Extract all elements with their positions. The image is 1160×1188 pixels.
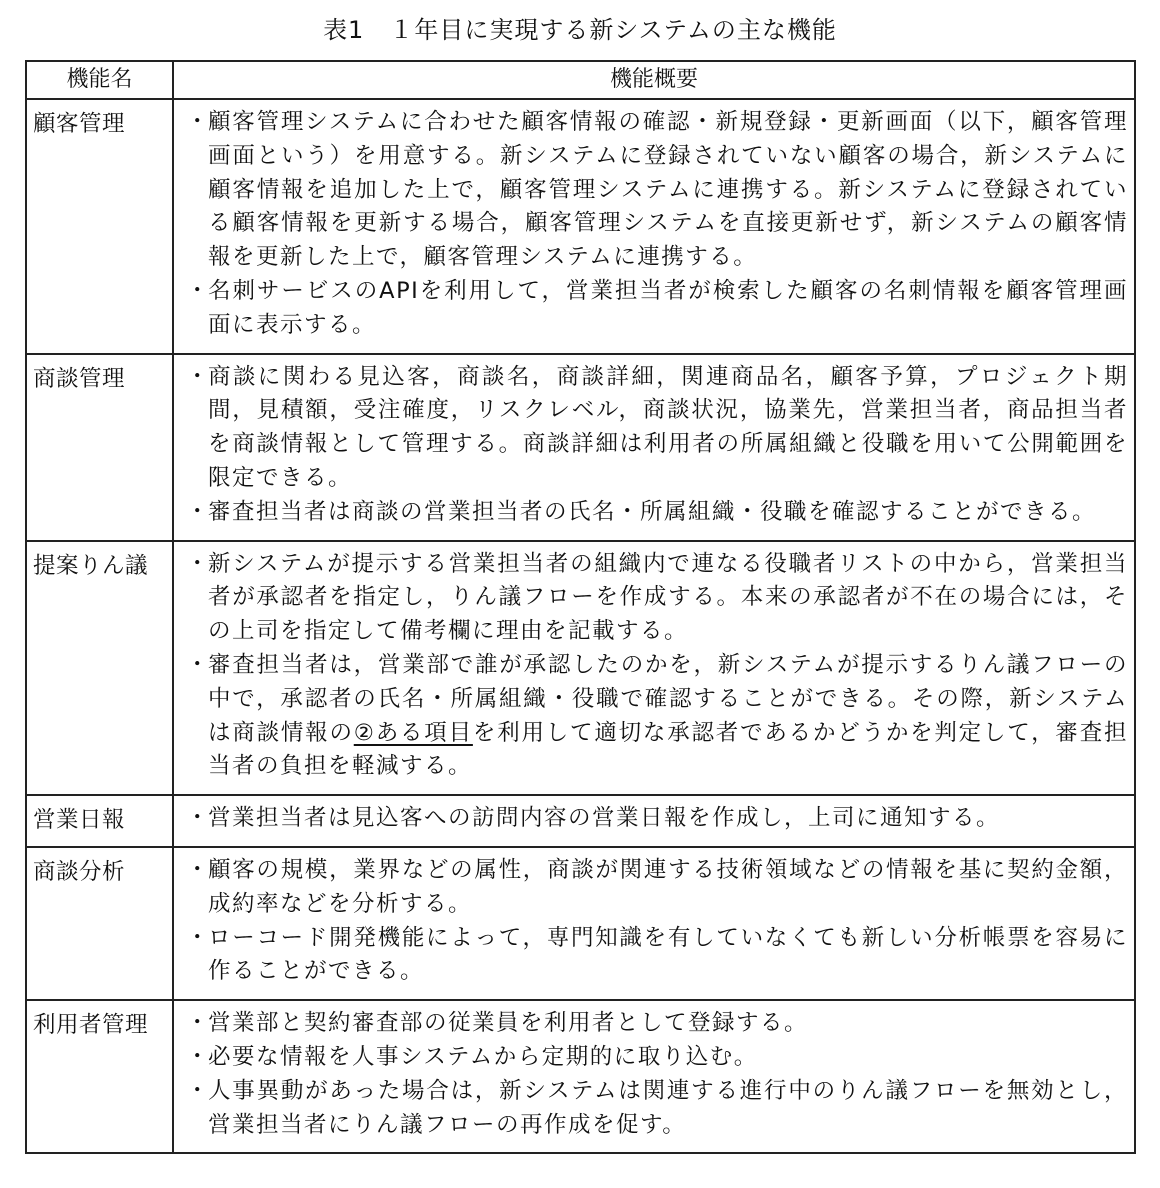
overview-item <box>182 275 1128 343</box>
bullet-mark: ・ <box>186 1077 211 1104</box>
row-function-overview <box>173 1000 1135 1153</box>
header-function-name: 機能名 <box>26 61 173 99</box>
row-function-name: 提案りん議 <box>26 541 173 796</box>
overview-item <box>182 1007 1128 1041</box>
overview-text: 名刺サービスのAPIを利用して，営業担当者が検索した顧客の名刺情報を顧客管理画面に表示する。 <box>208 277 1128 338</box>
table-row <box>26 1000 1135 1153</box>
bullet-mark: ・ <box>186 1010 211 1037</box>
overview-text: 顧客の規模，業界などの属性，商談が関連する技術領域などの情報を基に契約金額，成約率などを分析する。 <box>208 856 1128 917</box>
underlined-item-reference: ②ある項目 <box>353 719 473 746</box>
table-row <box>26 354 1135 541</box>
overview-text: 審査担当者は，営業部で誰が承認したのかを，新システムが提示するりん議フローの中で，承認者の氏名・所属組織・役職で確認することができる。その際，新システムは商談情報の <box>208 651 1128 746</box>
overview-text: 営業担当者は見込客への訪問内容の営業日報を作成し，上司に通知する。 <box>208 805 1001 832</box>
table-row <box>26 541 1135 796</box>
overview-item <box>182 922 1128 990</box>
bullet-mark: ・ <box>186 651 211 678</box>
row-function-overview <box>173 795 1135 847</box>
table-header-row <box>26 61 1135 99</box>
overview-text: 審査担当者は商談の営業担当者の氏名・所属組織・役職を確認することができる。 <box>208 498 1097 525</box>
overview-item <box>182 1075 1128 1143</box>
row-function-name: 顧客管理 <box>26 99 173 354</box>
overview-item <box>182 361 1128 496</box>
bullet-mark: ・ <box>186 363 211 390</box>
header-function-overview: 機能概要 <box>173 61 1135 99</box>
overview-item <box>182 649 1128 784</box>
overview-text: 人事異動があった場合は，新システムは関連する進行中のりん議フローを無効とし，営業担当者にりん議フローの再作成を促す。 <box>208 1077 1128 1138</box>
feature-table <box>25 60 1136 1154</box>
overview-item <box>182 106 1128 275</box>
row-function-name: 営業日報 <box>26 795 173 847</box>
bullet-mark: ・ <box>186 1043 211 1070</box>
overview-item <box>182 496 1128 530</box>
row-function-name: 利用者管理 <box>26 1000 173 1153</box>
table-row <box>26 99 1135 354</box>
bullet-mark: ・ <box>186 498 211 525</box>
bullet-mark: ・ <box>186 550 211 577</box>
bullet-mark: ・ <box>186 277 211 304</box>
overview-text: ローコード開発機能によって，専門知識を有していなくても新しい分析帳票を容易に作ることができる。 <box>208 924 1128 985</box>
overview-text: 顧客管理システムに合わせた顧客情報の確認・新規登録・更新画面（以下，顧客管理画面という）を用意する。新システムに登録されていない顧客の場合，新システムに顧客情報を追加した上で，顧客管理システムに連携する。新システムに登録されている顧客情報を更新する場合，顧客管理システムを直接更新せず，新システムの顧客情報を更新した上で，顧客管理システムに連携する。 <box>208 109 1128 271</box>
row-function-overview <box>173 99 1135 354</box>
overview-item <box>182 1041 1128 1075</box>
table-caption: 表1 １年目に実現する新システムの主な機能 <box>323 16 837 44</box>
row-function-overview <box>173 847 1135 1000</box>
row-function-name: 商談分析 <box>26 847 173 1000</box>
row-function-name: 商談管理 <box>26 354 173 541</box>
bullet-mark: ・ <box>186 805 211 832</box>
overview-text: 商談に関わる見込客，商談名，商談詳細，関連商品名，顧客予算，プロジェクト期間，見積額，受注確度，リスクレベル，商談状況，協業先，営業担当者，商品担当者を商談情報として管理する。商談詳細は利用者の所属組織と役職を用いて公開範囲を限定できる。 <box>208 363 1128 491</box>
overview-item <box>182 802 1128 836</box>
bullet-mark: ・ <box>186 856 211 883</box>
bullet-mark: ・ <box>186 109 211 135</box>
overview-text: 必要な情報を人事システムから定期的に取り込む。 <box>208 1043 758 1070</box>
table-row <box>26 847 1135 1000</box>
bullet-mark: ・ <box>186 924 211 951</box>
overview-text: 新システムが提示する営業担当者の組織内で連なる役職者リストの中から，営業担当者が承認者を指定し，りん議フローを作成する。本来の承認者が不在の場合には，その上司を指定して備考欄に理由を記載する。 <box>208 550 1128 645</box>
overview-item <box>182 854 1128 922</box>
table-row <box>26 795 1135 847</box>
overview-text: を利用して適切な承認者であるかどうかを判定して，審査担当者の負担を軽減する。 <box>208 719 1128 780</box>
overview-item <box>182 548 1128 649</box>
row-function-overview <box>173 541 1135 796</box>
overview-text: 営業部と契約審査部の従業員を利用者として登録する。 <box>208 1010 809 1037</box>
row-function-overview <box>173 354 1135 541</box>
